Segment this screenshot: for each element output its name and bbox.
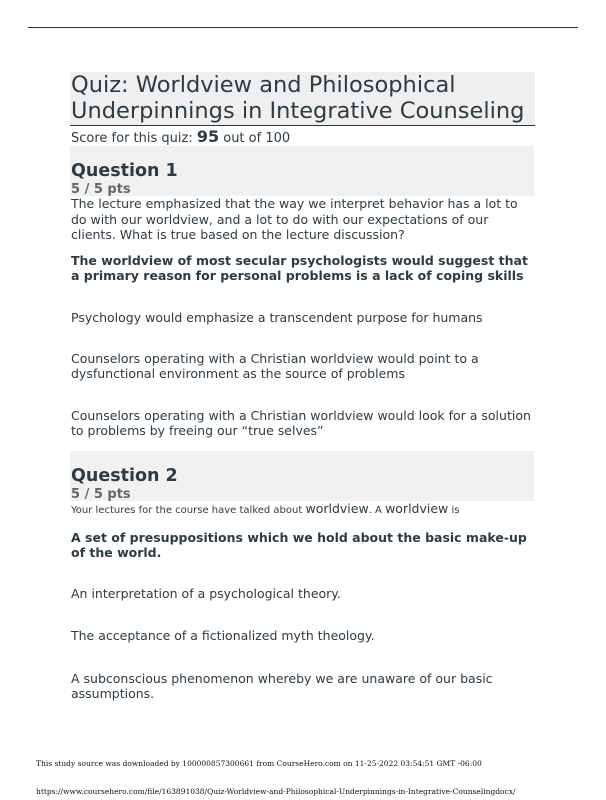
question-2-answer-4[interactable]: A subconscious phenomenon whereby we are unaware of our basic assumptions. [71,671,493,701]
footer-source-url[interactable]: https://www.coursehero.com/file/163891038/Quiz-Worldview-and-Philosophical-Underpinnings-in-Integrative-Counselingdocx/ [36,787,516,796]
question-2-answer-1[interactable]: A set of presuppositions which we hold about the basic make-up of the world. [71,530,527,560]
question-1-title: Question 1 [71,161,178,181]
question-2-text [71,502,534,518]
question-1-answer-4[interactable]: Counselors operating with a Christian worldview would look for a solution to problems by freeing our “true selves” [71,408,531,438]
question-2-text-part3: is [448,505,460,516]
question-2-answer-2[interactable]: An interpretation of a psychological theory. [71,586,341,601]
question-2-text-word2: worldview [385,501,449,516]
question-2-title: Question 2 [71,466,178,486]
top-divider [28,27,578,28]
question-1-points: 5 / 5 pts [71,182,131,197]
score-suffix: out of 100 [219,131,291,146]
question-1-answer-2[interactable]: Psychology would emphasize a transcendent purpose for humans [71,310,483,325]
question-2-text-part1: Your lectures for the course have talked about [71,505,306,516]
question-1-answer-3[interactable]: Counselors operating with a Christian worldview would point to a dysfunctional environment as the source of problems [71,351,479,381]
question-2-text-word1: worldview [305,501,369,516]
quiz-title: Quiz: Worldview and Philosophical Underpinnings in Integrative Counseling [70,72,535,126]
question-2-header [70,451,534,501]
question-2-points: 5 / 5 pts [71,487,131,502]
quiz-score [71,127,290,146]
question-2-answer-3[interactable]: The acceptance of a fictionalized myth theology. [71,628,375,643]
question-1-answer-1[interactable]: The worldview of most secular psychologists would suggest that a primary reason for personal problems is a lack of coping skills [71,253,528,283]
score-value: 95 [196,127,220,146]
score-prefix: Score for this quiz: [71,131,197,146]
question-1-text: The lecture emphasized that the way we interpret behavior has a lot to do with our worldview, and a lot to do with our expectations of our clients. What is true based on the lecture discussion? [71,196,518,242]
footer-download-note: This study source was downloaded by 100000857300661 from CourseHero.com on 11-25-2022 03:54:51 GMT -06:00 [36,759,482,768]
question-1-header [70,146,534,196]
question-2-text-part2: . A [368,505,386,516]
